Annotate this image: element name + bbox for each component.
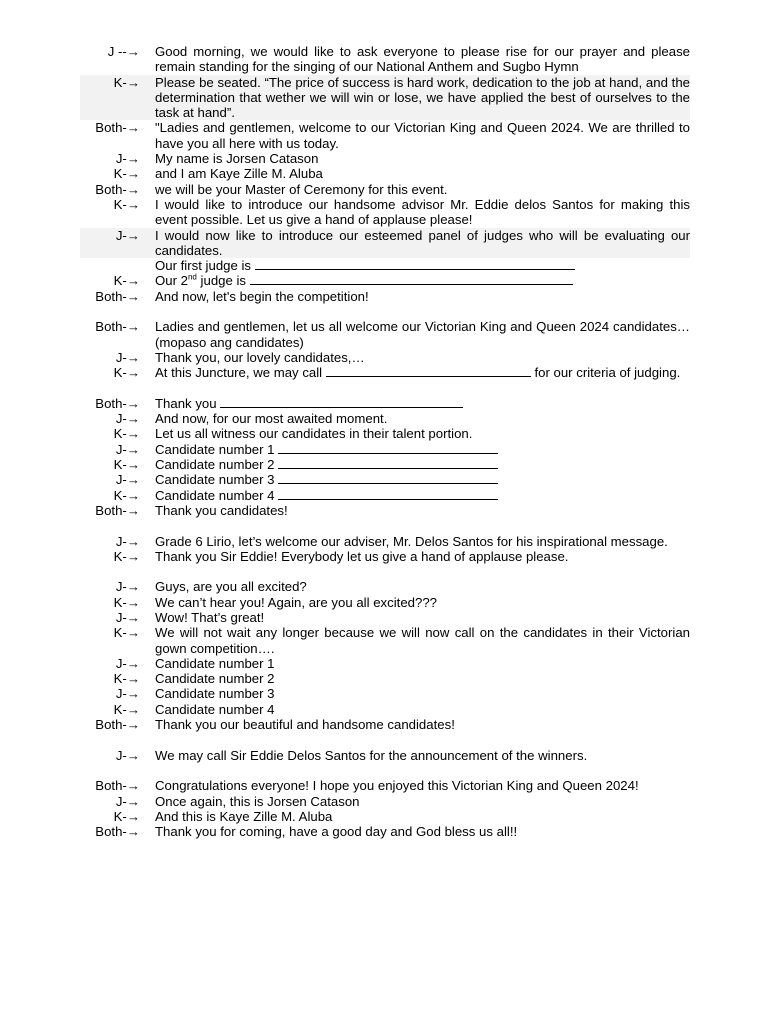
candidate-blank — [278, 488, 498, 500]
script-line — [80, 44, 690, 75]
speaker-label: K-→ — [113, 548, 140, 564]
candidate-blank — [278, 457, 498, 469]
line-text: Thank you Sir Eddie! Everybody let us give a hand of applause please. — [155, 548, 569, 564]
criteria-blank — [326, 365, 531, 377]
line-text: we will be your Master of Ceremony for this event. — [155, 181, 448, 197]
script-line — [80, 411, 690, 426]
speaker-label: Both-→ — [95, 778, 140, 794]
line-text: I would now like to introduce our esteemed panel of judges who will be evaluating our candidates. — [155, 227, 690, 258]
script-line — [80, 671, 690, 686]
script-line — [80, 610, 690, 625]
speaker-label: K-→ — [113, 487, 140, 503]
speaker-label: J-→ — [115, 441, 140, 457]
line-text: Wow! That’s great! — [155, 609, 265, 625]
script-line — [80, 319, 690, 350]
speaker-label: Both-→ — [95, 717, 140, 733]
speaker-label: K-→ — [113, 701, 140, 717]
line-text: I would like to introduce our handsome advisor Mr. Eddie delos Santos for making this event possible. Let us give a hand of applause please! — [155, 196, 690, 228]
line-text: And now, let's begin the competition! — [155, 288, 369, 304]
script-line — [80, 197, 690, 228]
speaker-label: K-→ — [113, 273, 140, 289]
line-text: Candidate number 3 — [155, 686, 275, 702]
script-line — [80, 809, 690, 824]
line-text: And now, for our most awaited moment. — [155, 411, 388, 427]
script-line — [80, 595, 690, 610]
script-line — [80, 258, 690, 273]
second-judge-blank — [250, 273, 573, 285]
second-judge-label: Our 2 — [155, 273, 188, 289]
script-line — [80, 794, 690, 809]
speaker-label: K-→ — [113, 808, 140, 824]
speaker-label: J --→ — [107, 44, 140, 59]
script-line — [80, 503, 690, 518]
script-line — [80, 75, 690, 121]
line-text: Congratulations everyone! I hope you enjoyed this Victorian King and Queen 2024! — [155, 778, 639, 794]
script-line — [80, 151, 690, 166]
speaker-label: J-→ — [115, 533, 140, 549]
speaker-label: Both-→ — [95, 120, 140, 136]
script-line — [80, 442, 690, 457]
line-text: Candidate number 4 — [155, 701, 275, 717]
script-line — [80, 549, 690, 564]
script-line — [80, 778, 690, 793]
line-text: Candidate number 3 — [155, 472, 275, 488]
speaker-label: Both-→ — [95, 181, 140, 197]
line-text: Thank you, our lovely candidates,… — [155, 349, 365, 365]
script-line — [80, 824, 690, 839]
speaker-label: J-→ — [115, 151, 140, 167]
candidate-blank — [278, 442, 498, 454]
speaker-label: K-→ — [113, 365, 140, 381]
line-text: Let us all witness our candidates in their talent portion. — [155, 426, 473, 442]
juncture-text: At this Juncture, we may call — [155, 365, 323, 381]
line-text: Thank you candidates! — [155, 502, 288, 518]
speaker-label: K-→ — [113, 426, 140, 442]
line-text: Candidate number 2 — [155, 457, 275, 473]
speaker-label: Both-→ — [95, 288, 140, 304]
speaker-label: J-→ — [115, 349, 140, 365]
line-text: Once again, this is Jorsen Catason — [155, 793, 360, 809]
line-text: Good morning, we would like to ask everyone to please rise for our prayer and please remain standing for the singing of our National Anthem and Sugbo Hymn — [155, 44, 690, 75]
line-text: Candidate number 1 — [155, 441, 275, 457]
script-line — [80, 686, 690, 701]
script-line — [80, 488, 690, 503]
script-line — [80, 350, 690, 365]
line-text: Candidate number 1 — [155, 655, 275, 671]
line-text: Guys, are you all excited? — [155, 579, 307, 595]
line-text: Candidate number 4 — [155, 487, 275, 503]
candidate-blank — [278, 472, 498, 484]
speaker-label: K-→ — [113, 594, 140, 610]
speaker-label: J-→ — [115, 579, 140, 595]
speaker-label: K-→ — [113, 671, 140, 687]
script-line — [80, 625, 690, 656]
line-text: And this is Kaye Zille M. Aluba — [155, 808, 333, 824]
juncture-text: for our criteria of judging. — [534, 365, 681, 381]
line-text: Grade 6 Lirio, let’s welcome our adviser, Mr. Delos Santos for his inspirational message. — [155, 533, 668, 549]
first-judge-blank — [255, 258, 575, 270]
line-text: My name is Jorsen Catason — [155, 151, 319, 167]
speaker-label: J-→ — [115, 747, 140, 763]
line-text: Please be seated. “The price of success is hard work, dedication to the job at hand, and the determination that wether we will win or lose, we have applied the best of ourselves to the task at hand”. — [155, 74, 690, 121]
script-line — [80, 426, 690, 441]
speaker-label: J-→ — [115, 411, 140, 427]
script-line — [80, 717, 690, 732]
speaker-label: K-→ — [113, 74, 140, 90]
speaker-label: Both-→ — [95, 824, 140, 840]
script-line — [80, 748, 690, 763]
script-line — [80, 457, 690, 472]
script-line — [80, 182, 690, 197]
script-line — [80, 534, 690, 549]
speaker-label: J-→ — [115, 793, 140, 809]
speaker-label: K-→ — [113, 625, 140, 641]
script-line — [80, 702, 690, 717]
script-line — [80, 228, 690, 259]
speaker-label: Both-→ — [95, 319, 140, 335]
script-line — [80, 365, 690, 380]
line-text: We may call Sir Eddie Delos Santos for the announcement of the winners. — [155, 747, 588, 763]
script-line: K-→ Our 2nd judge is — [80, 273, 690, 288]
first-judge-label: Our first judge is — [155, 258, 252, 274]
speaker-label: J-→ — [115, 227, 140, 243]
script-line — [80, 120, 690, 151]
speaker-label: K-→ — [113, 457, 140, 473]
speaker-label: K-→ — [113, 196, 140, 212]
ordinal-suffix: nd — [187, 273, 197, 283]
script-line — [80, 289, 690, 304]
line-text: Ladies and gentlemen, let us all welcome our Victorian King and Queen 2024 candidates… (mopaso ang candidates) — [155, 319, 690, 350]
line-text: We will not wait any longer because we will now call on the candidates in their Victorian gown competition…. — [155, 625, 690, 656]
line-text: "Ladies and gentlemen, welcome to our Victorian King and Queen 2024. We are thrilled to have you all here with us today. — [155, 120, 690, 151]
speaker-label: J-→ — [115, 472, 140, 488]
speaker-label: J-→ — [115, 655, 140, 671]
speaker-label: Both-→ — [95, 502, 140, 518]
line-text: Thank you our beautiful and handsome candidates! — [155, 717, 455, 733]
speaker-label: J-→ — [115, 609, 140, 625]
line-text: Candidate number 2 — [155, 671, 275, 687]
script-line — [80, 166, 690, 181]
line-text: and I am Kaye Zille M. Aluba — [155, 166, 323, 182]
speaker-label: Both-→ — [95, 395, 140, 411]
speaker-label: J-→ — [115, 686, 140, 702]
speaker-label: K-→ — [113, 166, 140, 182]
script-line — [80, 396, 690, 411]
script-line — [80, 579, 690, 594]
line-text: Thank you — [155, 395, 217, 411]
line-text: Thank you for coming, have a good day and God bless us all!! — [155, 824, 518, 840]
mc-script — [80, 44, 690, 839]
script-line — [80, 656, 690, 671]
thanks-blank — [220, 396, 463, 408]
script-line — [80, 472, 690, 487]
line-text: We can’t hear you! Again, are you all excited??? — [155, 594, 437, 610]
